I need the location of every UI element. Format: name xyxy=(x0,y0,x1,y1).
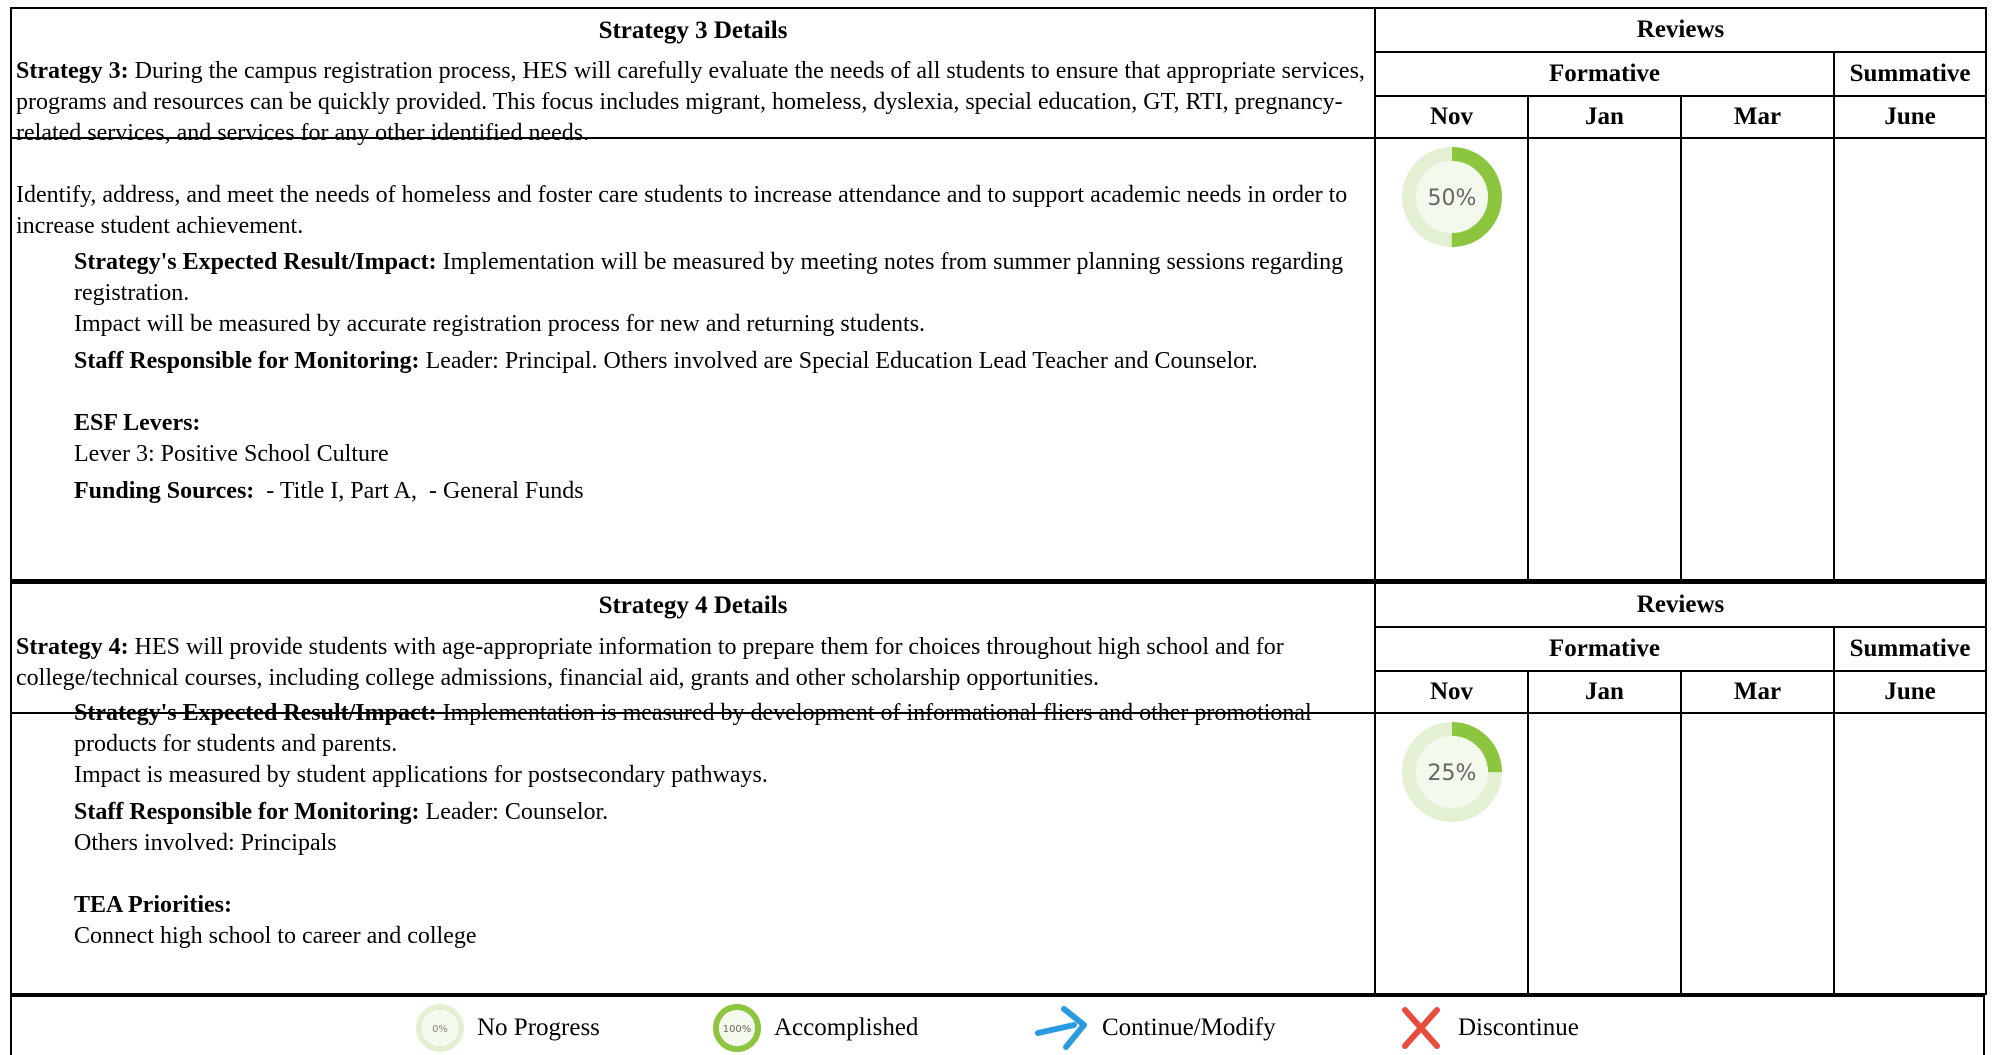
strategy3-esf-label: ESF Levers: xyxy=(74,410,201,436)
strategy4-mar-cell xyxy=(1681,713,1834,995)
strategy4-details-content xyxy=(16,632,1366,952)
strategy4-tea-text: Connect high school to career and college xyxy=(74,923,477,949)
strategy4-tea-label: TEA Priorities: xyxy=(74,892,232,918)
legend-accomplished xyxy=(712,1003,918,1053)
strategy4-month-nov: Nov xyxy=(1375,671,1528,713)
strategy4-result xyxy=(16,698,1366,760)
strategy4-staff-text: Leader: Counselor. xyxy=(419,799,609,825)
strategy3-label: Strategy 3: xyxy=(16,58,129,84)
strategy3-mar-cell xyxy=(1681,138,1834,580)
strategy4-month-mar: Mar xyxy=(1681,671,1834,713)
strategy4-formative-header: Formative xyxy=(1375,627,1834,671)
legend xyxy=(10,995,1985,1055)
strategy3-month-mar: Mar xyxy=(1681,96,1834,138)
strategy3-month-june: June xyxy=(1834,96,1986,138)
strategy3-funding xyxy=(16,476,1366,507)
strategy4-nov-cell xyxy=(1375,713,1528,995)
cross-icon xyxy=(1396,1003,1446,1053)
strategy4-result-text: Implementation is measured by development of informational fliers and other promotional products for students and parents. xyxy=(74,700,1312,757)
legend-discontinue xyxy=(1396,1003,1579,1053)
strategy3-formative-header: Formative xyxy=(1375,52,1834,96)
strategy4-description xyxy=(16,632,1366,694)
strategy3-staff xyxy=(16,346,1366,377)
strategy4-june-cell xyxy=(1834,713,1986,995)
strategy3-month-jan: Jan xyxy=(1528,96,1681,138)
no-progress-icon xyxy=(415,1003,465,1053)
strategy3-nov-progress-label: 50% xyxy=(1427,186,1477,211)
strategy4-text: HES will provide students with age-appropriate information to prepare them for choices throughout high school and for college/technical courses, including college admissions, financial aid, grants and other scholarship opportunities. xyxy=(16,634,1284,691)
progress-ring-icon xyxy=(1402,147,1502,247)
legend-no-progress-label: No Progress xyxy=(477,1014,600,1041)
strategy3-nov-cell xyxy=(1375,138,1528,580)
strategy3-description-2: Identify, address, and meet the needs of homeless and foster care students to increase attendance and to support academic needs in order to increase student achievement. xyxy=(16,182,1348,239)
strategy4-nov-progress-label: 25% xyxy=(1427,760,1477,786)
strategy3-description xyxy=(16,56,1366,149)
strategy4-jan-cell xyxy=(1528,713,1681,995)
arrow-right-icon xyxy=(1034,1003,1090,1053)
accomplished-icon xyxy=(712,1003,762,1053)
strategy3-text: During the campus registration process, HES will carefully evaluate the needs of all students to ensure that appropriate services, programs and resources can be quickly provided. This focus includes migrant, homeless, dyslexia, special education, GT, RTI, pregnancy-related services, and services for any other identified needs. xyxy=(16,58,1365,146)
strategy3-result-label: Strategy's Expected Result/Impact: xyxy=(74,249,437,275)
strategy4-month-jan: Jan xyxy=(1528,671,1681,713)
strategy3-reviews-header: Reviews xyxy=(1375,8,1986,52)
strategy3-summative-header: Summative xyxy=(1834,52,1986,96)
strategy3-esf-text: Lever 3: Positive School Culture xyxy=(74,441,389,467)
strategy3-june-cell xyxy=(1834,138,1986,580)
strategy3-result-text: Implementation will be measured by meeting notes from summer planning sessions regarding registration. xyxy=(74,249,1344,306)
strategy4-impact: Impact is measured by student applications for postsecondary pathways. xyxy=(74,762,768,788)
strategy4-staff xyxy=(16,797,1366,828)
legend-accomplished-label: Accomplished xyxy=(774,1014,919,1041)
legend-continue xyxy=(1034,1003,1276,1053)
no-progress-icon-label: 0% xyxy=(432,1024,448,1035)
strategy3-result xyxy=(16,247,1366,309)
strategy4-label: Strategy 4: xyxy=(16,634,129,660)
legend-no-progress xyxy=(415,1003,600,1053)
strategy3-funding-label: Funding Sources: xyxy=(74,478,255,504)
strategy4-result-label: Strategy's Expected Result/Impact: xyxy=(74,700,437,726)
strategy3-funding-text: - Title I, Part A, - General Funds xyxy=(254,478,584,504)
strategy4-staff-label: Staff Responsible for Monitoring: xyxy=(74,799,420,825)
accomplished-icon-label: 100% xyxy=(722,1024,752,1035)
strategy4-staff-others: Others involved: Principals xyxy=(74,830,337,856)
strategy3-month-nov: Nov xyxy=(1375,96,1528,138)
legend-discontinue-label: Discontinue xyxy=(1458,1014,1579,1041)
strategy3-nov-progress xyxy=(1376,139,1527,252)
strategy3-details-header: Strategy 3 Details xyxy=(11,8,1375,138)
strategy3-impact: Impact will be measured by accurate registration process for new and returning students. xyxy=(74,311,926,337)
strategy4-month-june: June xyxy=(1834,671,1986,713)
strategy3-staff-text: Leader: Principal. Others involved are Special Education Lead Teacher and Counselor. xyxy=(419,348,1258,374)
strategy4-nov-progress xyxy=(1376,714,1527,827)
progress-ring-icon xyxy=(1402,722,1502,822)
strategy4-summative-header: Summative xyxy=(1834,627,1986,671)
strategy3-jan-cell xyxy=(1528,138,1681,580)
strategy3-staff-label: Staff Responsible for Monitoring: xyxy=(74,348,420,374)
strategy4-details-header: Strategy 4 Details xyxy=(11,583,1375,713)
strategy3-details-content xyxy=(16,56,1366,507)
strategy4-reviews-header: Reviews xyxy=(1375,583,1986,627)
legend-continue-label: Continue/Modify xyxy=(1102,1014,1276,1041)
